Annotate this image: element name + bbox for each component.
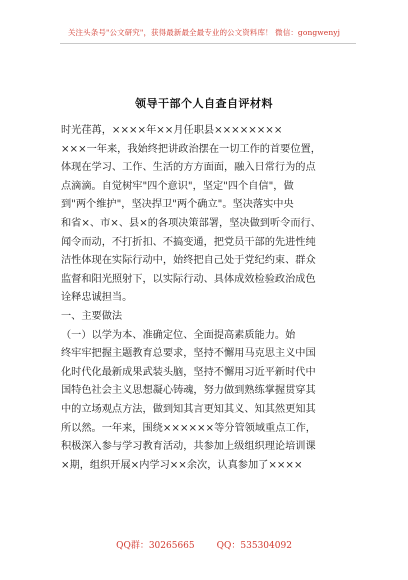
body-line: 洁性体现在实际行动中，始终把自己处于党纪约束、群众 [61, 255, 316, 267]
body-line: 点滴滴。自觉树牢"四个意识"，坚定"四个自信"，做 [61, 180, 294, 192]
body-line: ×期，组织开展×内学习××余次，认真参加了×××× [61, 459, 303, 471]
body-line: 所以然。一年来，围绕××××××等分管领域重点工作， [61, 422, 316, 434]
body-line: 时光荏苒，××××年××月任职县×××××××× [61, 125, 283, 136]
header-promo-note: 关注头条号"公文研究"，获得最新最全最专业的公文资料库！ 微信：gongwenyj [67, 28, 341, 37]
body-line: 到"两个维护"，坚决捍卫"两个确立"。坚决落实中央 [61, 199, 294, 211]
section-heading: 一、主要做法 [61, 310, 123, 322]
document-body [61, 122, 351, 475]
header-divider [60, 43, 356, 44]
body-line: 终牢牢把握主题教育总要求，坚持不懈用马克思主义中国 [61, 348, 316, 360]
body-line: 国特色社会主义思想凝心铸魂，努力做到熟练掌握贯穿其 [61, 385, 316, 397]
body-line: 中的立场观点方法，做到知其言更知其义、知其然更知其 [61, 403, 316, 415]
body-line: 监督和阳光照射下，以实际行动、具体成效检验政治成色 [61, 273, 316, 285]
body-line: 闻令而动，不打折扣、不搞变通，把党员干部的先进性纯 [61, 236, 316, 248]
body-line: 诠释忠诚担当。 [61, 292, 133, 304]
body-line: ×××一年来，我始终把讲政治摆在一切工作的首要位置， [61, 143, 321, 155]
body-line: 化时代化最新成果武装头脑，坚持不懈用习近平新时代中 [61, 366, 316, 378]
body-line: 和省×、市×、县×的各项决策部署，坚决做到听令而行、 [61, 217, 321, 229]
body-line: 体现在学习、工作、生活的方方面面，融入日常行为的点 [61, 162, 316, 174]
footer-qq-group: QQ群：30265665 [116, 541, 195, 551]
document-title: 领导干部个人自查自评材料 [135, 97, 273, 110]
body-line: 积极深入参与学习教育活动，共参加上级组织理论培训课 [61, 441, 316, 453]
body-line: （一）以学为本、准确定位、全面提高素质能力。始 [61, 329, 296, 341]
footer-contact [0, 538, 408, 551]
footer-qq-number: QQ：535304092 [216, 541, 292, 551]
